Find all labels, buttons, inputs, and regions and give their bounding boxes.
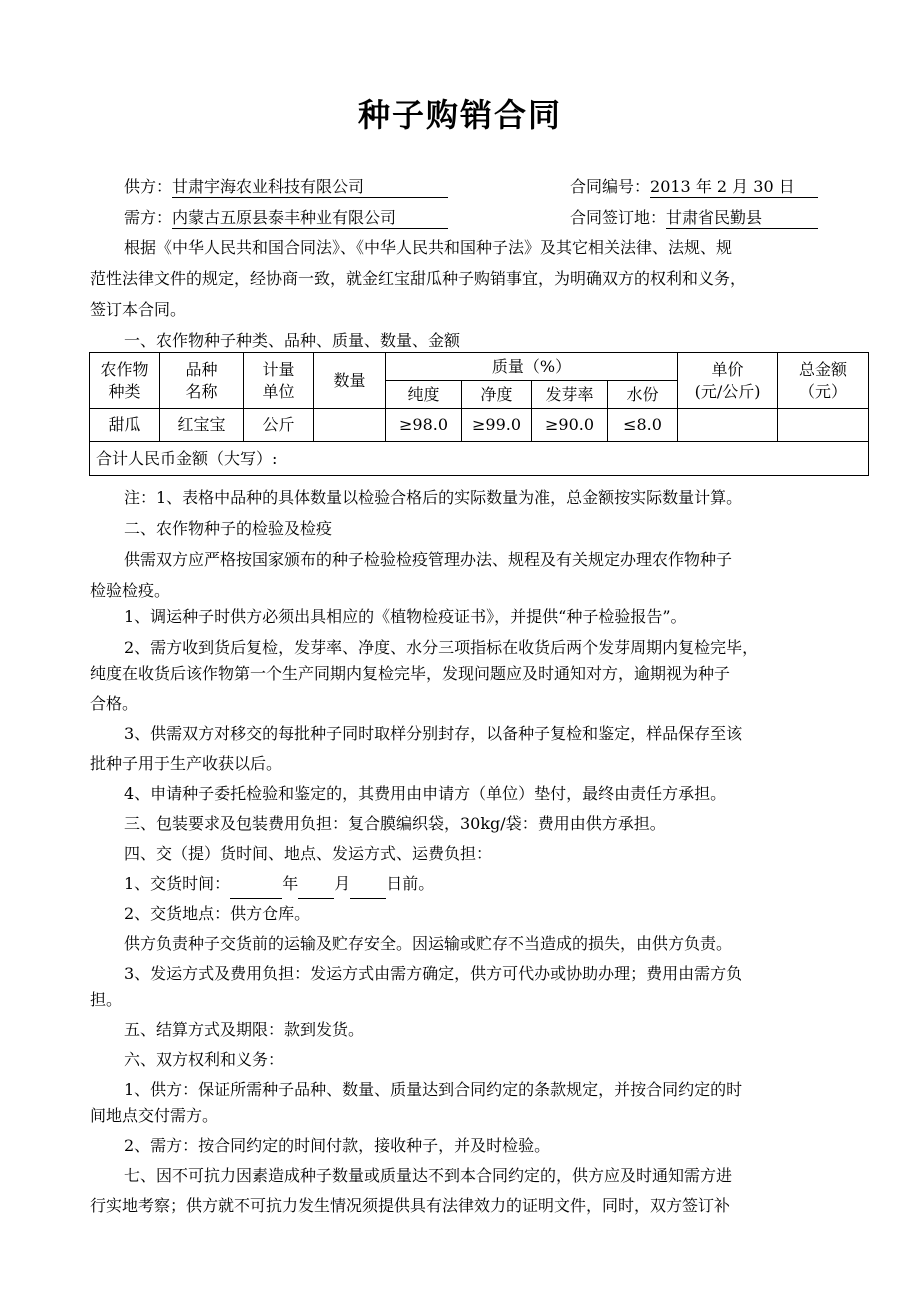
- intro-line: 根据《中华人民共和国合同法》、《中华人民共和国种子法》及其它相关法律、法规、规: [124, 238, 733, 257]
- contract-no-value: 2013 年 2 月 30 日: [650, 177, 818, 198]
- header-unit: 计量 单位: [244, 353, 314, 409]
- document-title: 种子购销合同: [357, 96, 562, 134]
- body-line: 批种子用于生产收获以后。: [90, 754, 283, 773]
- contract-no-label: 合同编号：: [570, 177, 651, 196]
- body-line: 合格。: [90, 694, 139, 713]
- seed-table: [89, 352, 869, 476]
- header-moisture: 水份: [608, 381, 678, 409]
- header-cleanliness: 净度: [462, 381, 532, 409]
- header-purity: 纯度: [386, 381, 462, 409]
- body-line: 1、调运种子时供方必须出具相应的《植物检疫证书》，并提供“种子检验报告”。: [124, 607, 687, 626]
- day-label: 日前。: [386, 874, 435, 893]
- section2-title: 二、农作物种子的检验及检疫: [124, 519, 333, 538]
- delivery-time-label: 1、交货时间：: [124, 874, 231, 893]
- delivery-time-line: [90, 868, 874, 899]
- body-line: 行实地考察；供方就不可抗力发生情况须提供具有法律效力的证明文件，同时，双方签订补: [90, 1196, 731, 1215]
- cell-unit-price: [678, 409, 778, 442]
- header-quality: 质量（%）: [386, 353, 678, 381]
- body-line: 2、交货地点：供方仓库。: [124, 904, 311, 923]
- table-row: [90, 409, 869, 442]
- buyer-row: [124, 205, 448, 229]
- signing-place-label: 合同签订地：: [570, 208, 667, 227]
- body-line: 担。: [90, 990, 123, 1009]
- year-blank: [230, 880, 282, 899]
- body-line: 检验检疫。: [90, 581, 171, 600]
- year-label: 年: [282, 874, 299, 893]
- cell-moisture: ≤8.0: [608, 409, 678, 442]
- section5-title: 五、结算方式及期限：款到发货。: [124, 1020, 365, 1039]
- signing-place-value: 甘肃省民勤县: [666, 208, 818, 229]
- supplier-row: [124, 174, 448, 198]
- header-germination: 发芽率: [532, 381, 608, 409]
- header-total: 总金额 （元）: [778, 353, 869, 409]
- section4-title: 四、交（提）货时间、地点、发运方式、运费负担：: [124, 844, 493, 863]
- body-line: 2、需方收到货后复检，发芽率、净度、水分三项指标在收货后两个发芽周期内复检完毕，: [124, 638, 759, 657]
- intro-line: 范性法律文件的规定，经协商一致，就金红宝甜瓜种子购销事宜，为明确双方的权利和义务，: [90, 269, 747, 288]
- sum-amount-label: 合计人民币金额（大写）:: [90, 442, 869, 476]
- buyer-value: 内蒙古五原县泰丰种业有限公司: [172, 208, 448, 229]
- supplier-label: 供方：: [124, 177, 173, 196]
- intro-line: 签订本合同。: [90, 300, 187, 319]
- body-line: 3、发运方式及费用负担：发运方式由需方确定，供方可代办或协助办理；费用由需方负: [124, 964, 743, 983]
- cell-variety: 红宝宝: [160, 409, 244, 442]
- body-line: 1、供方：保证所需种子品种、数量、质量达到合同约定的条款规定，并按合同约定的时: [124, 1080, 743, 1099]
- body-line: 2、需方：按合同约定的时间付款，接收种子，并及时检验。: [124, 1136, 551, 1155]
- month-blank: [298, 880, 334, 899]
- cell-germination: ≥90.0: [532, 409, 608, 442]
- body-line: 4、申请种子委托检验和鉴定的，其费用由申请方（单位）垫付，最终由责任方承担。: [124, 784, 727, 803]
- note-line: 注：1、表格中品种的具体数量以检验合格后的实际数量为准，总金额按实际数量计算。: [124, 488, 743, 507]
- cell-unit: 公斤: [244, 409, 314, 442]
- section7-title: 七、因不可抗力因素造成种子数量或质量达不到本合同约定的，供方应及时通知需方进: [124, 1166, 733, 1185]
- cell-quantity: [314, 409, 386, 442]
- body-line: 间地点交付需方。: [90, 1106, 219, 1125]
- header-variety: 品种 名称: [160, 353, 244, 409]
- section1-title: 一、农作物种子种类、品种、质量、数量、金额: [124, 331, 461, 350]
- section3-title: 三、包装要求及包装费用负担：复合膜编织袋，30kg/袋：费用由供方承担。: [124, 814, 666, 833]
- body-line: 供方负责种子交货前的运输及贮存安全。因运输或贮存不当造成的损失，由供方负责。: [124, 934, 733, 953]
- cell-total: [778, 409, 869, 442]
- body-line: 供需双方应严格按国家颁布的种子检验检疫管理办法、规程及有关规定办理农作物种子: [124, 550, 733, 569]
- cell-purity: ≥98.0: [386, 409, 462, 442]
- header-unit-price: 单价 (元/公斤): [678, 353, 778, 409]
- contract-no-row: [570, 174, 818, 198]
- cell-crop: 甜瓜: [90, 409, 160, 442]
- body-line: 3、供需双方对移交的每批种子同时取样分别封存，以备种子复检和鉴定，样品保存至该: [124, 724, 743, 743]
- buyer-label: 需方：: [124, 208, 173, 227]
- signing-place-row: [570, 205, 818, 229]
- cell-cleanliness: ≥99.0: [462, 409, 532, 442]
- header-quantity: 数量: [314, 353, 386, 409]
- section6-title: 六、双方权利和义务：: [124, 1050, 285, 1069]
- day-blank: [350, 880, 386, 899]
- month-label: 月: [334, 874, 351, 893]
- header-crop: 农作物 种类: [90, 353, 160, 409]
- supplier-value: 甘肃宇海农业科技有限公司: [172, 177, 448, 198]
- body-line: 纯度在收货后该作物第一个生产同期内复检完毕，发现问题应及时通知对方，逾期视为种子: [90, 664, 731, 683]
